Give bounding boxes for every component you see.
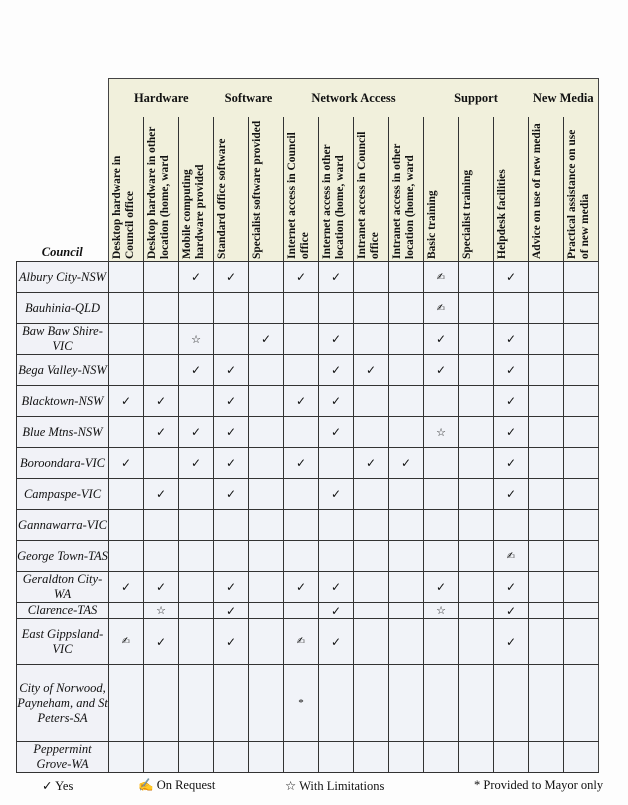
column-header	[529, 117, 564, 262]
group-header-network-access: Network Access	[284, 79, 424, 118]
table-cell	[389, 262, 424, 293]
column-header-label: Basic training	[426, 190, 438, 259]
legend-with-limitations: ☆ With Limitations	[285, 779, 385, 793]
table-cell	[424, 619, 459, 665]
table-cell	[529, 572, 564, 603]
check-icon: ✓	[109, 448, 144, 479]
table-cell	[459, 448, 494, 479]
table-cell	[249, 262, 284, 293]
table-cell	[564, 603, 599, 619]
column-header	[424, 117, 459, 262]
check-icon: ✓	[214, 479, 249, 510]
table-cell	[354, 324, 389, 355]
table-cell	[424, 742, 459, 773]
table-cell	[319, 742, 354, 773]
table-cell	[249, 510, 284, 541]
table-cell	[214, 293, 249, 324]
council-name: Clarence-TAS	[17, 603, 109, 619]
star-limitation-icon: ☆	[424, 417, 459, 448]
on-request-icon: ✍	[494, 541, 529, 572]
table-cell	[284, 479, 319, 510]
column-header-label: Advice on use of new media	[531, 123, 543, 259]
table-cell	[354, 417, 389, 448]
table-cell	[529, 386, 564, 417]
table-row	[17, 742, 599, 773]
table-cell	[144, 293, 179, 324]
table-cell	[144, 355, 179, 386]
asterisk-mayor-icon: *	[284, 665, 319, 742]
check-icon: ✓	[494, 448, 529, 479]
table-cell	[109, 510, 144, 541]
column-header	[354, 117, 389, 262]
check-icon: ✓	[109, 572, 144, 603]
table-body	[17, 262, 599, 773]
star-limitation-icon: ☆	[179, 324, 214, 355]
table-cell	[529, 541, 564, 572]
table-cell	[424, 479, 459, 510]
column-header-label: Desktop hardware in Council office	[111, 155, 136, 259]
table-cell	[459, 293, 494, 324]
column-header	[144, 117, 179, 262]
check-icon: ✓	[144, 417, 179, 448]
column-header	[109, 117, 144, 262]
column-header	[284, 117, 319, 262]
table-cell	[284, 510, 319, 541]
check-icon: ✓	[494, 386, 529, 417]
table-cell	[564, 324, 599, 355]
table-cell	[214, 510, 249, 541]
table-cell	[459, 479, 494, 510]
table-cell	[249, 293, 284, 324]
group-header-row	[17, 79, 599, 118]
table-cell	[109, 603, 144, 619]
check-icon: ✓	[214, 572, 249, 603]
council-name: George Town-TAS	[17, 541, 109, 572]
table-cell	[144, 541, 179, 572]
council-name: Peppermint Grove-WA	[17, 742, 109, 773]
table-cell	[564, 619, 599, 665]
check-icon: ✓	[179, 355, 214, 386]
table-cell	[459, 386, 494, 417]
council-name: City of Norwood, Payneham, and St Peters-SA	[17, 665, 109, 742]
table-row	[17, 479, 599, 510]
table-cell	[249, 742, 284, 773]
table-cell	[494, 742, 529, 773]
table-cell	[179, 665, 214, 742]
table-cell	[109, 324, 144, 355]
column-header-label: Desktop hardware in other location (home, ward	[146, 126, 171, 259]
check-icon: ✓	[319, 572, 354, 603]
table-cell	[424, 448, 459, 479]
on-request-icon: ✍	[284, 619, 319, 665]
check-icon: ✓	[494, 262, 529, 293]
check-icon: ✓	[214, 603, 249, 619]
column-header-label: Intranet access in Council office	[356, 131, 381, 259]
on-request-icon: ✍	[424, 293, 459, 324]
council-name: Albury City-NSW	[17, 262, 109, 293]
table-cell	[319, 510, 354, 541]
table-cell	[529, 324, 564, 355]
table-cell	[109, 479, 144, 510]
check-icon: ✓	[494, 324, 529, 355]
table-row	[17, 293, 599, 324]
table-cell	[389, 386, 424, 417]
table-cell	[354, 386, 389, 417]
column-header	[249, 117, 284, 262]
council-name: Blacktown-NSW	[17, 386, 109, 417]
table-cell	[564, 262, 599, 293]
table-cell	[249, 603, 284, 619]
table-cell	[109, 355, 144, 386]
table-cell	[389, 293, 424, 324]
table-cell	[459, 355, 494, 386]
table-cell	[144, 742, 179, 773]
council-name: Geraldton City-WA	[17, 572, 109, 603]
legend-yes: ✓ Yes	[42, 779, 74, 793]
table-cell	[109, 293, 144, 324]
column-header	[564, 117, 599, 262]
check-icon: ✓	[424, 355, 459, 386]
table-cell	[214, 324, 249, 355]
table-row	[17, 262, 599, 293]
table-cell	[354, 293, 389, 324]
column-header	[214, 117, 249, 262]
table-cell	[389, 417, 424, 448]
check-icon: ✓	[214, 417, 249, 448]
council-name: Blue Mtns-NSW	[17, 417, 109, 448]
check-icon: ✓	[284, 572, 319, 603]
table-cell	[564, 386, 599, 417]
table-cell	[529, 355, 564, 386]
table-cell	[284, 293, 319, 324]
check-icon: ✓	[494, 417, 529, 448]
table-cell	[529, 665, 564, 742]
table-cell	[389, 619, 424, 665]
council-name: Baw Baw Shire-VIC	[17, 324, 109, 355]
table-row	[17, 541, 599, 572]
on-request-icon: ✍	[424, 262, 459, 293]
table-cell	[109, 742, 144, 773]
column-header-label: Standard office software	[216, 138, 228, 259]
table-row	[17, 324, 599, 355]
table-row	[17, 619, 599, 665]
check-icon: ✓	[424, 572, 459, 603]
table-cell	[389, 572, 424, 603]
council-name: Boroondara-VIC	[17, 448, 109, 479]
check-icon: ✓	[284, 448, 319, 479]
star-limitation-icon: ☆	[424, 603, 459, 619]
table-cell	[354, 742, 389, 773]
table-cell	[529, 293, 564, 324]
check-icon: ✓	[319, 386, 354, 417]
table-row	[17, 417, 599, 448]
council-name: Campaspe-VIC	[17, 479, 109, 510]
table-row	[17, 355, 599, 386]
check-icon: ✓	[319, 619, 354, 665]
table-cell	[389, 324, 424, 355]
check-icon: ✓	[179, 448, 214, 479]
table-cell	[529, 742, 564, 773]
check-icon: ✓	[319, 479, 354, 510]
table-cell	[389, 541, 424, 572]
legend-on-request: ✍ On Request	[138, 778, 216, 792]
table-cell	[109, 262, 144, 293]
table-cell	[249, 541, 284, 572]
table-cell	[249, 479, 284, 510]
check-icon: ✓	[354, 448, 389, 479]
table-cell	[529, 448, 564, 479]
star-limitation-icon: ☆	[144, 603, 179, 619]
table-cell	[319, 293, 354, 324]
check-icon: ✓	[144, 479, 179, 510]
group-header-software: Software	[214, 79, 284, 118]
check-icon: ✓	[494, 355, 529, 386]
table-cell	[354, 572, 389, 603]
table-cell	[179, 479, 214, 510]
table-cell	[249, 386, 284, 417]
column-header-label: Specialist training	[461, 169, 473, 259]
check-icon: ✓	[319, 603, 354, 619]
table-cell	[424, 386, 459, 417]
group-header-hardware: Hardware	[109, 79, 214, 118]
legend-mayor-only: * Provided to Mayor only	[474, 778, 604, 792]
check-icon: ✓	[214, 355, 249, 386]
table-cell	[179, 541, 214, 572]
table-cell	[459, 665, 494, 742]
on-request-icon: ✍	[109, 619, 144, 665]
table-cell	[564, 479, 599, 510]
column-header-label: Practical assistance on use of new media	[566, 129, 591, 259]
check-icon: ✓	[424, 324, 459, 355]
council-name: East Gippsland-VIC	[17, 619, 109, 665]
check-icon: ✓	[179, 262, 214, 293]
group-header-new-media: New Media	[529, 79, 599, 118]
table-cell	[179, 742, 214, 773]
table-row	[17, 665, 599, 742]
check-icon: ✓	[389, 448, 424, 479]
support-matrix	[16, 78, 599, 773]
table-cell	[214, 541, 249, 572]
column-header-label: Internet access in other location (home, ward	[321, 144, 346, 259]
column-header	[389, 117, 424, 262]
table-cell	[529, 479, 564, 510]
table-cell	[564, 355, 599, 386]
table-cell	[354, 541, 389, 572]
table-cell	[144, 324, 179, 355]
table-cell	[459, 324, 494, 355]
table-cell	[459, 417, 494, 448]
table-cell	[249, 417, 284, 448]
table-cell	[459, 742, 494, 773]
check-icon: ✓	[214, 386, 249, 417]
check-icon: ✓	[144, 572, 179, 603]
group-header-support: Support	[424, 79, 529, 118]
table-cell	[109, 417, 144, 448]
check-icon: ✓	[214, 448, 249, 479]
council-name: Gannawarra-VIC	[17, 510, 109, 541]
check-icon: ✓	[214, 619, 249, 665]
table-cell	[564, 665, 599, 742]
table-cell	[564, 293, 599, 324]
table-cell	[529, 510, 564, 541]
table-cell	[179, 572, 214, 603]
table-cell	[564, 448, 599, 479]
council-name: Bega Valley-NSW	[17, 355, 109, 386]
table-cell	[564, 572, 599, 603]
check-icon: ✓	[319, 417, 354, 448]
column-header-label: Helpdesk facilities	[496, 169, 508, 259]
table-cell	[424, 541, 459, 572]
table-cell	[109, 665, 144, 742]
check-icon: ✓	[494, 572, 529, 603]
table-cell	[564, 417, 599, 448]
table-cell	[179, 510, 214, 541]
table-cell	[389, 742, 424, 773]
table-cell	[494, 510, 529, 541]
table-cell	[319, 448, 354, 479]
table-cell	[319, 541, 354, 572]
table-cell	[109, 541, 144, 572]
table-cell	[354, 619, 389, 665]
table-cell	[529, 417, 564, 448]
table-cell	[459, 619, 494, 665]
check-icon: ✓	[214, 262, 249, 293]
check-icon: ✓	[179, 417, 214, 448]
check-icon: ✓	[319, 324, 354, 355]
table-cell	[179, 293, 214, 324]
table-cell	[214, 665, 249, 742]
table-cell	[284, 324, 319, 355]
council-column-header	[17, 79, 109, 262]
table-cell	[459, 603, 494, 619]
table-cell	[494, 665, 529, 742]
table-cell	[144, 262, 179, 293]
check-icon: ✓	[284, 386, 319, 417]
table-cell	[564, 541, 599, 572]
table-cell	[144, 665, 179, 742]
table-cell	[424, 665, 459, 742]
table-cell	[354, 479, 389, 510]
check-icon: ✓	[494, 603, 529, 619]
column-header	[494, 117, 529, 262]
check-icon: ✓	[354, 355, 389, 386]
check-icon: ✓	[249, 324, 284, 355]
council-header-label: Council	[41, 245, 83, 259]
column-header	[319, 117, 354, 262]
table-cell	[319, 665, 354, 742]
table-row	[17, 603, 599, 619]
column-header-label: Mobile computing hardware provided	[181, 164, 206, 259]
table-cell	[494, 293, 529, 324]
table-cell	[284, 603, 319, 619]
check-icon: ✓	[144, 386, 179, 417]
column-header	[459, 117, 494, 262]
council-support-table	[16, 78, 599, 773]
check-icon: ✓	[144, 619, 179, 665]
table-cell	[214, 742, 249, 773]
check-icon: ✓	[109, 386, 144, 417]
table-cell	[459, 510, 494, 541]
table-cell	[144, 510, 179, 541]
table-row	[17, 510, 599, 541]
table-cell	[354, 262, 389, 293]
council-name: Bauhinia-QLD	[17, 293, 109, 324]
table-row	[17, 448, 599, 479]
table-cell	[389, 479, 424, 510]
table-cell	[249, 665, 284, 742]
check-icon: ✓	[494, 479, 529, 510]
table-cell	[179, 603, 214, 619]
table-cell	[354, 665, 389, 742]
table-cell	[284, 541, 319, 572]
table-cell	[249, 355, 284, 386]
table-cell	[459, 262, 494, 293]
table-cell	[389, 665, 424, 742]
column-header-label: Internet access in Council office	[286, 132, 311, 259]
table-cell	[249, 619, 284, 665]
check-icon: ✓	[319, 262, 354, 293]
table-cell	[529, 262, 564, 293]
table-cell	[424, 510, 459, 541]
table-cell	[284, 355, 319, 386]
legend	[0, 778, 628, 798]
table-cell	[144, 448, 179, 479]
table-cell	[354, 510, 389, 541]
table-cell	[389, 355, 424, 386]
table-cell	[459, 541, 494, 572]
table-cell	[284, 742, 319, 773]
column-header-label: Intranet access in other location (home, ward	[391, 143, 416, 259]
table-cell	[179, 386, 214, 417]
column-header-label: Specialist software provided	[251, 120, 263, 259]
table-row	[17, 386, 599, 417]
table-cell	[354, 603, 389, 619]
check-icon: ✓	[319, 355, 354, 386]
table-row	[17, 572, 599, 603]
table-cell	[459, 572, 494, 603]
table-cell	[249, 572, 284, 603]
table-cell	[179, 619, 214, 665]
check-icon: ✓	[494, 619, 529, 665]
table-cell	[249, 448, 284, 479]
table-cell	[389, 603, 424, 619]
table-cell	[529, 603, 564, 619]
table-cell	[284, 417, 319, 448]
table-cell	[564, 510, 599, 541]
table-cell	[389, 510, 424, 541]
column-header	[179, 117, 214, 262]
table-cell	[529, 619, 564, 665]
check-icon: ✓	[284, 262, 319, 293]
table-cell	[564, 742, 599, 773]
